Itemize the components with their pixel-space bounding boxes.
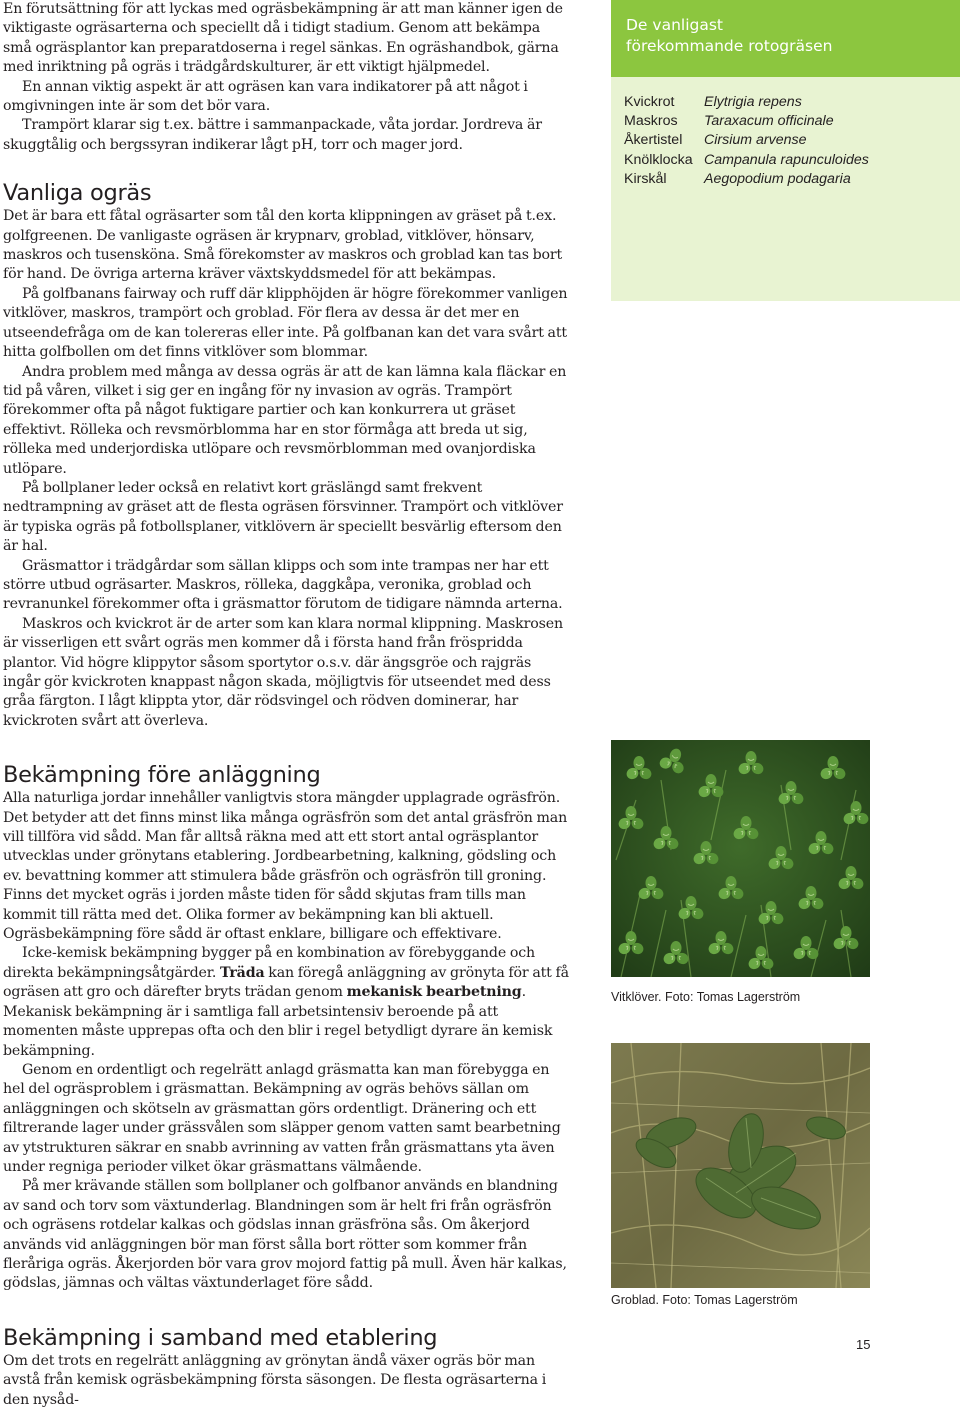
section-body-vanliga-ogras: [3, 207, 571, 731]
emphasis-mekanisk-bearbetning: mekanisk bearbetning: [346, 984, 522, 1001]
paragraph: En annan viktig aspekt är att ogräsen kan vara indikatorer på att något i omgivningen inte är som det bör vara.: [3, 78, 528, 115]
paragraph: Trampört klarar sig t.ex. bättre i sammanpackade, våta jordar. Jordreva är skuggtålig och bergssyran indikerar lågt pH, torr och mager jord.: [3, 117, 542, 153]
weed-row: [624, 113, 869, 132]
weed-latin-name: Aegopodium podagaria: [704, 170, 851, 187]
intro-text: [3, 0, 571, 155]
weed-swedish-name: Knölklocka: [624, 151, 693, 168]
white-clover-photo: [611, 740, 870, 977]
weed-latin-name: Taraxacum officinale: [704, 113, 834, 130]
weed-latin-name: Elytrigia repens: [704, 94, 802, 110]
paragraph: Om det trots en regelrätt anläggning av grönytan ändå växer ogräs bör man avstå från kemisk ogräsbekämpning första säsongen. De flesta ogräsarterna i den nysåd-: [3, 1352, 547, 1408]
white-clover-image: [611, 740, 870, 977]
paragraph: Maskros och kvickrot är de arter som kan klara normal klippning. Maskrosen är visserligen ett svårt ogräs men kommer då i första hand från fröspridda plantor. Vid högre klippytor såsom sportytor o.s.v. där ängsgröe och rajgräs ingår gör kvickroten knappast någon skada, möjligtvis för utseendet med dess gråa färgton. I lågt klippta ytor, där rödsvingel och rödven dominerar, har kvickroten svårt att överleva.: [3, 615, 564, 729]
section-heading-bekampning-fore-anlaggning: Bekämpning före anläggning: [3, 762, 321, 789]
emphasis-trada: Träda: [219, 964, 265, 981]
info-box-title-line2: förekommande rotogräsen: [626, 37, 833, 55]
paragraph: Icke-kemisk bekämpning bygger på en kombination av förebyggande och direkta bekämpningsåtgärder. Träda kan föregå anläggning av grönyta för att få ogräsen att gro och därefter bryts trädan genom mekanisk bearbetning. Mekanisk bekämpning är i samtliga fall arbetsintensiv beroende på att momenten måste upprepas ofta och den blir i regel betydligt dyrare än kemisk bekämpning.: [3, 945, 569, 1059]
weed-row: [624, 152, 869, 171]
plantain-image: [611, 1043, 870, 1288]
weed-row: [624, 171, 869, 190]
photo-caption-white-clover: Vitklöver. Foto: Tomas Lagerström: [611, 990, 801, 1004]
weed-swedish-name: Maskros: [624, 113, 678, 130]
section-body-bekampning-i-samband-med-etablering: [3, 1352, 571, 1410]
info-box-header: [611, 0, 960, 77]
paragraph: Andra problem med många av dessa ogräs är att de kan lämna kala fläckar en tid på våren, vilket i sig ger en ingång för ny invasion av ogräs. Trampört förekommer ofta på något fuktigare partier och kan konkurrera ut gräset effektivt. Rölleka och revsmörblomma har en stor förmåga att breda ut sig, rölleka med underjordiska utlöpare och revsmörblomman med ovanjordiska utlöpare.: [3, 363, 567, 477]
weed-table: [624, 94, 869, 190]
plantain-photo: [611, 1043, 870, 1288]
paragraph: På golfbanans fairway och ruff där klipphöjden är högre förekommer vanligen vitklöver, maskros, trampört och groblad. För flera av dessa är det mer en utseendefråga om de kan tolereras eller inte. På golfbanan kan det vara svårt att hitta golfbollen om det finns vitklöver som blommar.: [3, 285, 568, 361]
paragraph: Det är bara ett fåtal ogräsarter som tål den korta klippningen av gräset på t.ex. golfgreenen. De vanligaste ogräsen är krypnarv, groblad, vitklöver, hönsarv, maskros och tusensköna. Små förekomster av maskros och groblad kan tas bort för hand. De övriga arterna kräver växtskyddsmedel för att bekämpas.: [3, 208, 563, 283]
weed-swedish-name: Kirskål: [624, 170, 667, 187]
main-column: [3, 0, 571, 1410]
paragraph: Gräsmattor i trädgårdar som sällan klipps och som inte trampas ner har ett större utbud ogräsarter. Maskros, rölleka, daggkåpa, veronika, groblad och revranunkel förekommer ofta i gräsmattor förutom de tidigare nämnda arterna.: [3, 557, 563, 613]
paragraph: På mer krävande ställen som bollplaner och golfbanor används en blandning av sand och torv som växtunderlag. Blandningen som är helt fri från ogräsfrön och ogräsens rotdelar kalkas och gödslas innan gräsfröna sås. Om åkerjord används vid anläggningen bör man först sålla bort rötter som kommer från fleråriga ogräs. Åkerjorden bör vara grov mojord fattig på mull. Även här kalkas, gödslas, jämnas och vältas växtunderlaget före sådd.: [3, 1178, 567, 1292]
weed-latin-name: Campanula rapunculoides: [704, 151, 869, 168]
paragraph: Genom en ordentligt och regelrätt anlagd gräsmatta kan man förebygga en hel del ogräsproblem i gräsmattan. Bekämpning av ogräs behövs sällan om anläggningen och skötseln av gräsmattan görs ordentligt. Dränering och ett filtrerande lager under grässvålen som släpper genom vatten samt bearbetning av ytstrukturen säkrar en snabb avrinning av vatten från gräsmattans yta även under regniga perioder vilket ökar gräsmattans välmående.: [3, 1061, 561, 1175]
section-heading-bekampning-i-samband-med-etablering: Bekämpning i samband med etablering: [3, 1324, 438, 1351]
paragraph: En förutsättning för att lyckas med ogräsbekämpning är att man känner igen de viktigaste ogräsarterna och speciellt då i tidigt stadium. Genom att bekämpa små ogräsplantor kan preparatdoserna i regel sänkas. En ogräshandbok, gärna med inriktning på ogräs i trädgårdskulturer, är ett viktigt hjälpmedel.: [3, 1, 563, 76]
weed-swedish-name: Kvickrot: [624, 94, 675, 110]
photo-caption-plantain: Groblad. Foto: Tomas Lagerström: [611, 1293, 798, 1307]
paragraph: Alla naturliga jordar innehåller vanligtvis stora mängder upplagrade ogräsfrön. Det betyder att det finns minst lika många ogräsfrön som det antal gräsfrön man vill tillföra vid sådd. Man får alltså räkna med att ett stort antal ogräsplantor utvecklas under grönytans etablering. Jordbearbetning, kalkning, gödsling och ev. bevattning kommer att stimulera både gräsfrön och ogräsfrön till groning. Finns det mycket ogräs i jorden måste tiden för sådd skjutas fram tills man kommit till rätta med det. Olika former av bekämpning kan bli aktuell. Ogräsbekämpning före sådd är oftast enklare, billigare och effektivare.: [3, 790, 568, 943]
weed-info-box: [611, 0, 960, 301]
weed-swedish-name: Åkertistel: [624, 132, 683, 149]
info-box-title-line1: De vanligast: [626, 16, 723, 34]
weed-row: [624, 94, 869, 113]
section-body-bekampning-fore-anlaggning: [3, 789, 571, 1294]
section-heading-vanliga-ogras: Vanliga ogräs: [3, 180, 152, 207]
paragraph: På bollplaner leder också en relativt kort gräslängd samt frekvent nedtrampning av gräset att de flesta ogräsen försvinner. Trampört och vitklöver är typiska ogräs på fotbollsplaner, vitklövern är speciellt besvärlig eftersom den är hal.: [3, 479, 563, 555]
weed-latin-name: Cirsium arvense: [704, 132, 807, 149]
weed-row: [624, 132, 869, 151]
page-number: 15: [856, 1337, 871, 1352]
